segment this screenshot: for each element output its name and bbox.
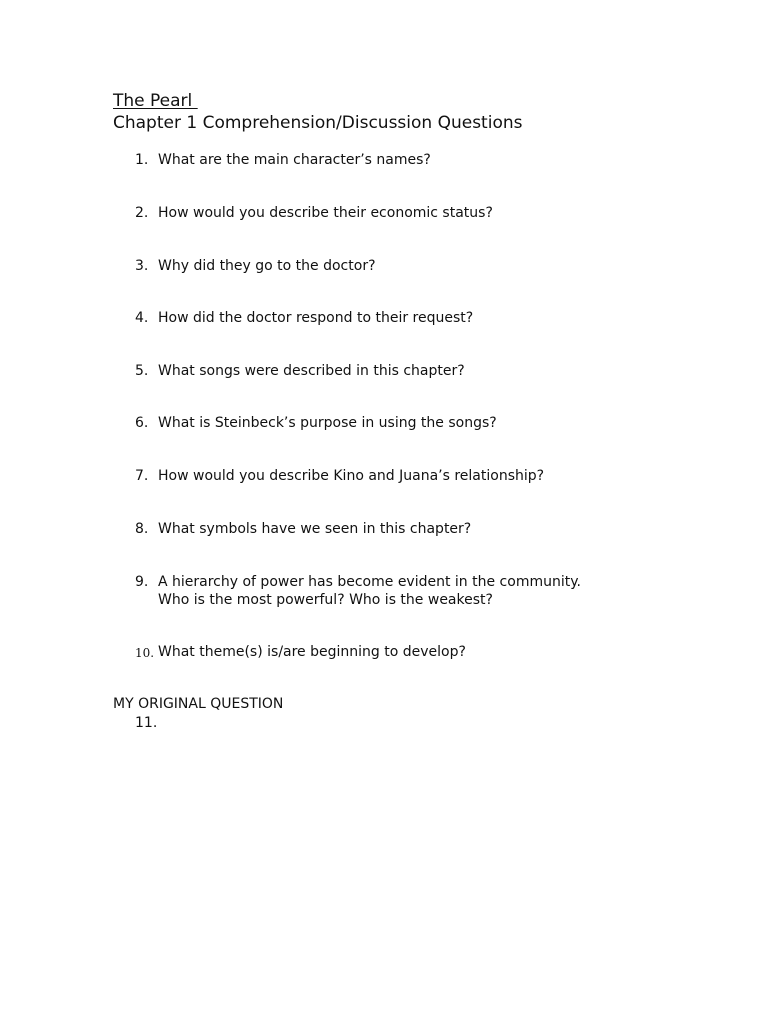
question-number: 1. (135, 152, 149, 168)
question-text: How would you describe Kino and Juana’s relationship? (158, 468, 545, 484)
question-number: 11. (135, 715, 158, 731)
question-number: 4. (135, 310, 149, 326)
question-text: What is Steinbeck’s purpose in using the songs? (158, 415, 497, 431)
question-text: What theme(s) is/are beginning to develop? (158, 644, 466, 660)
document-subtitle: Chapter 1 Comprehension/Discussion Questions (113, 113, 523, 133)
question-number: 10. (135, 646, 155, 660)
question-text: What songs were described in this chapter? (158, 363, 465, 379)
question-number: 2. (135, 205, 149, 221)
question-text: What are the main character’s names? (158, 152, 431, 168)
original-question-heading: MY ORIGINAL QUESTION (113, 696, 284, 712)
question-number: 8. (135, 521, 149, 537)
question-number: 5. (135, 363, 149, 379)
question-text: How would you describe their economic status? (158, 205, 493, 221)
question-text: How did the doctor respond to their request? (158, 310, 474, 326)
document-title: The Pearl (113, 91, 198, 111)
question-number: 3. (135, 258, 149, 274)
question-number: 9. (135, 574, 149, 590)
question-number: 7. (135, 468, 149, 484)
question-text: What symbols have we seen in this chapter? (158, 521, 472, 537)
question-text: A hierarchy of power has become evident in the community. Who is the most powerful? Who is the weakest? (158, 574, 581, 608)
question-number: 6. (135, 415, 149, 431)
question-text: Why did they go to the doctor? (158, 258, 376, 274)
